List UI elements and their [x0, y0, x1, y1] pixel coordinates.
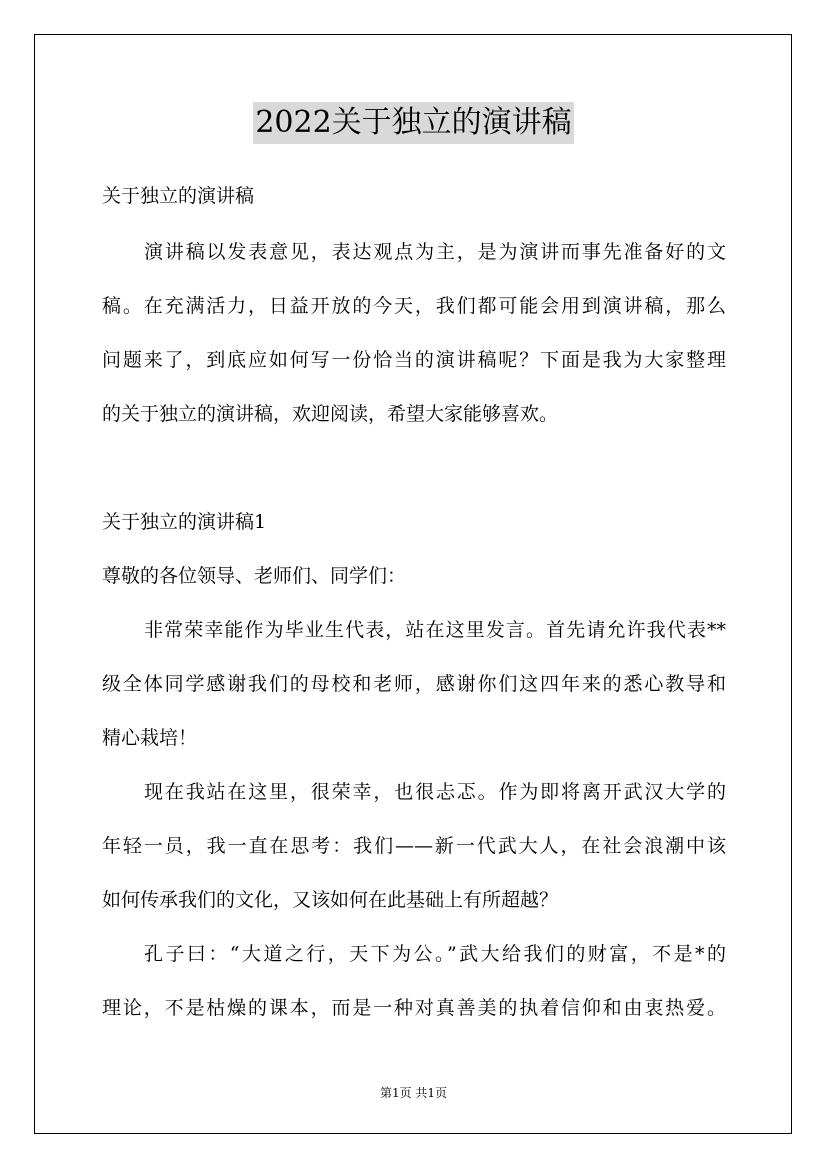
paragraph-1-line-1: 非常荣幸能作为毕业生代表，站在这里发言。首先请允许我代表**	[144, 619, 726, 641]
page-footer: 第1页 共1页	[379, 1086, 448, 1100]
intro-paragraph-line-1: 演讲稿以发表意见，表达观点为主，是为演讲而事先准备好的文	[144, 241, 726, 263]
paragraph-1-line-2: 级全体同学感谢我们的母校和老师，感谢你们这四年来的悉心教导和	[102, 673, 726, 695]
paragraph-3-line-1: 孔子曰：“大道之行，天下为公。”武大给我们的财富，不是*的	[144, 943, 726, 965]
intro-heading: 关于独立的演讲稿	[102, 185, 255, 207]
intro-paragraph-line-2: 稿。在充满活力，日益开放的今天，我们都可能会用到演讲稿，那么	[102, 295, 726, 317]
salutation: 尊敬的各位领导、老师们、同学们：	[102, 565, 407, 587]
paragraph-2-line-1: 现在我站在这里，很荣幸，也很忐忑。作为即将离开武汉大学的	[144, 781, 726, 803]
title-container	[0, 102, 827, 144]
paragraph-3-line-2: 理论，不是枯燥的课本，而是一种对真善美的执着信仰和由衷热爱。	[102, 997, 726, 1019]
document-title: 2022关于独立的演讲稿	[253, 102, 573, 144]
intro-paragraph-line-4: 的关于独立的演讲稿，欢迎阅读，希望大家能够喜欢。	[102, 403, 559, 425]
section-heading: 关于独立的演讲稿1	[102, 511, 267, 533]
paragraph-1-line-3: 精心栽培！	[102, 727, 198, 749]
paragraph-2-line-3: 如何传承我们的文化，又该如何在此基础上有所超越？	[102, 889, 559, 911]
paragraph-2-line-2: 年轻一员，我一直在思考：我们——新一代武大人，在社会浪潮中该	[102, 835, 726, 857]
intro-paragraph-line-3: 问题来了，到底应如何写一份恰当的演讲稿呢？下面是我为大家整理	[102, 349, 726, 371]
